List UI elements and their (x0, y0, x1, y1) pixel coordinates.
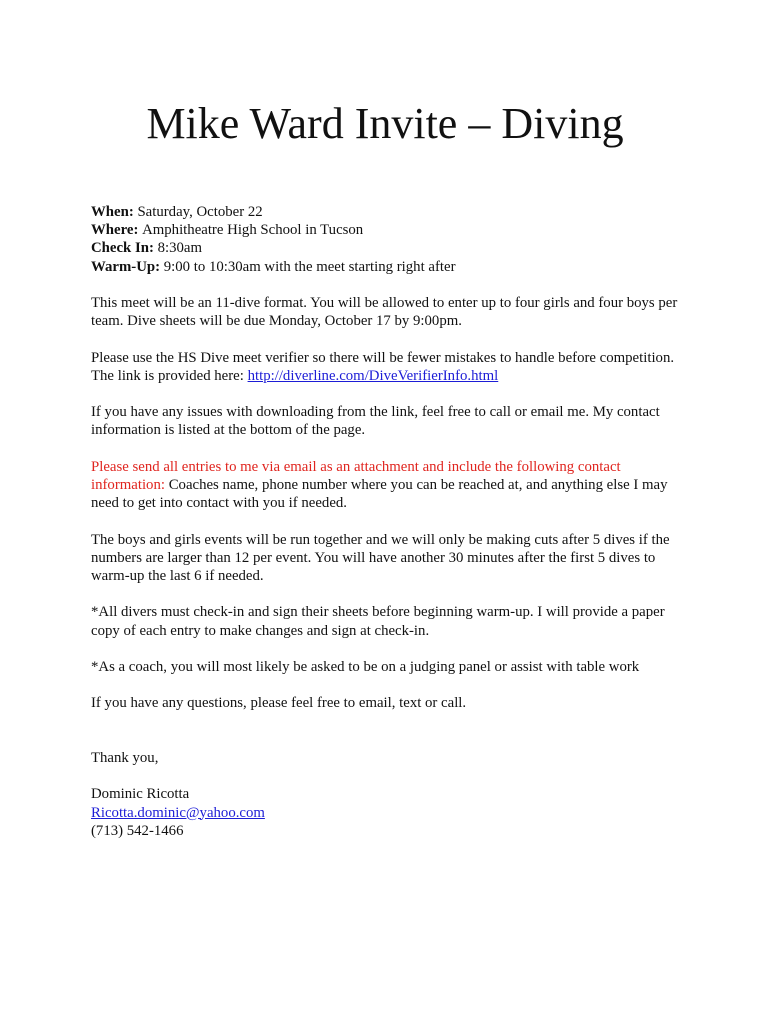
issues-paragraph: If you have any issues with downloading from the link, feel free to call or email me. My contact information is listed at the bottom of the page. (91, 404, 660, 439)
detail-label: Check In: (91, 240, 154, 257)
entries-text: Coaches name, phone number where you can be reached at, and anything else I may need to get into contact with you if needed. (91, 476, 668, 512)
detail-value: 8:30am (157, 240, 202, 257)
check-in-note: *All divers must check-in and sign their sheets before beginning warm-up. I will provide a paper copy of each entry to make changes and sign at check-in. (91, 604, 665, 639)
detail-check-in (91, 239, 685, 257)
event-details (91, 203, 685, 276)
events-paragraph: The boys and girls events will be run together and we will only be making cuts after 5 dives if the numbers are larger than 12 per event. You will have another 30 minutes after the first 5 dives to warm-up the last 6 if needed. (91, 531, 670, 584)
detail-when (91, 203, 685, 221)
coach-note: *As a coach, you will most likely be asked to be on a judging panel or assist with table work (91, 658, 640, 675)
verifier-paragraph (91, 349, 685, 385)
detail-value: Amphitheatre High School in Tucson (142, 222, 364, 239)
page-title: Mike Ward Invite – Diving (146, 99, 624, 148)
detail-label: Warm-Up: (91, 258, 161, 275)
verifier-link[interactable]: http://diverline.com/DiveVerifierInfo.html (247, 367, 499, 384)
detail-label: Where: (91, 222, 139, 239)
closing-line: Thank you, (91, 749, 159, 766)
verifier-text: Please use the HS Dive meet verifier so there will be fewer mistakes to handle before competition. The link is provided here: (91, 349, 675, 384)
letter-body (91, 203, 685, 840)
email-link[interactable]: Ricotta.dominic@yahoo.com (91, 804, 265, 821)
signature-name: Dominic Ricotta (91, 786, 190, 803)
detail-value: Saturday, October 22 (137, 204, 263, 220)
detail-value: 9:00 to 10:30am with the meet starting right after (163, 258, 456, 275)
signature-email-line (91, 804, 685, 822)
entries-highlight-text: Please send all entries to me via email as an attachment and include the following contact information: (91, 458, 621, 493)
format-paragraph: This meet will be an 11-dive format. You will be allowed to enter up to four girls and four boys per team. Dive sheets will be due Monday, October 17 by 9:00pm. (91, 295, 678, 330)
signature-phone: (713) 542-1466 (91, 822, 184, 839)
detail-warm-up (91, 258, 685, 276)
questions-paragraph: If you have any questions, please feel free to email, text or call. (91, 695, 467, 712)
detail-where (91, 221, 685, 239)
detail-label: When: (91, 204, 134, 220)
entries-paragraph (91, 458, 685, 513)
